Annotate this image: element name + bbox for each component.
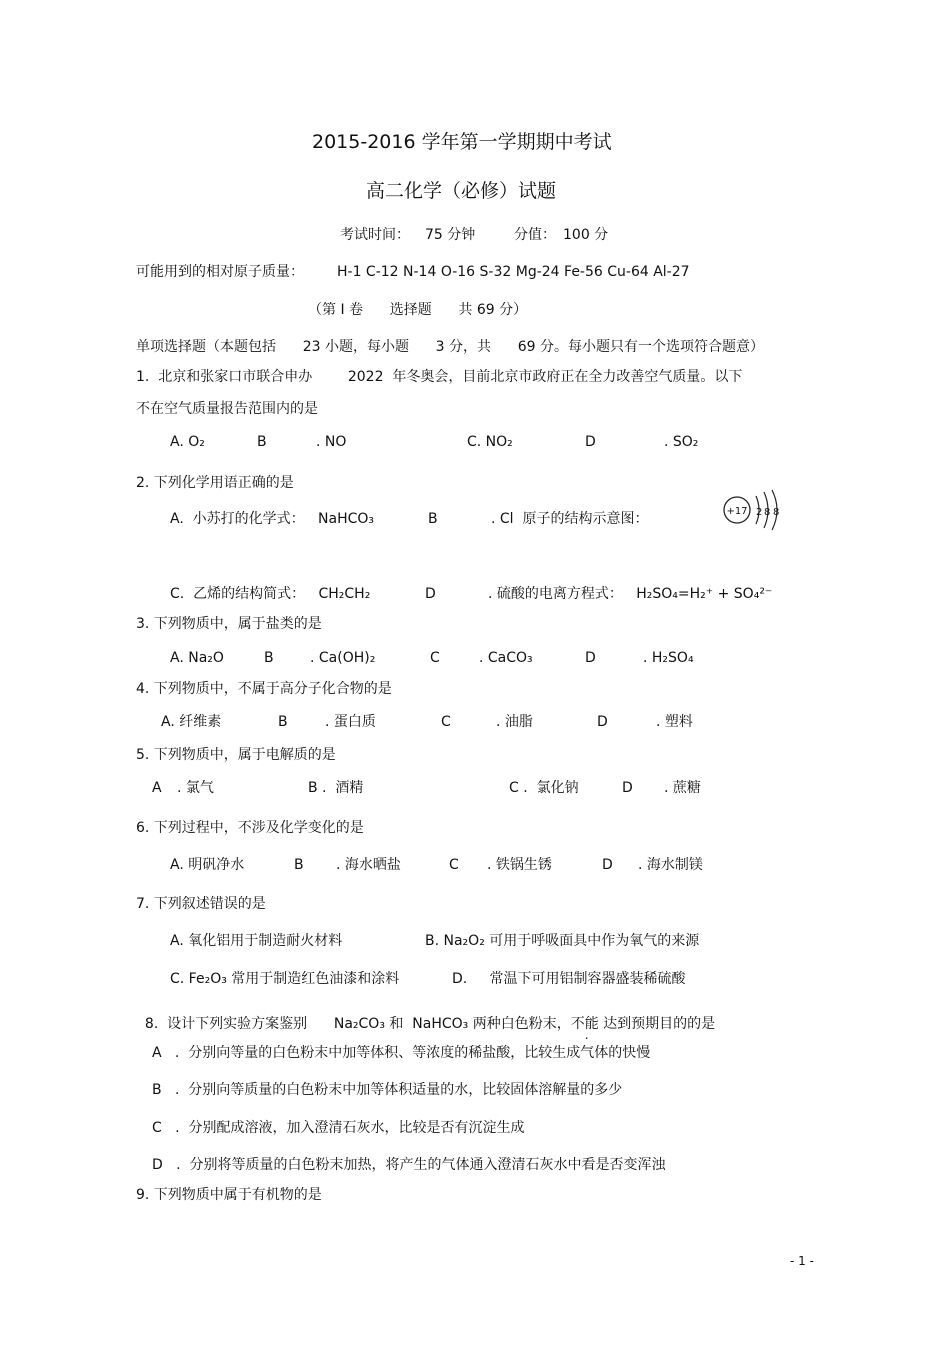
q3-option-c-letter: C [430, 650, 440, 666]
q7-option-b: B. Na₂O₂ 可用于呼吸面具中作为氧气的来源 [425, 933, 700, 949]
question-5-stem: 5. 下列物质中，属于电解质的是 [136, 747, 336, 763]
q2-option-d: . 硫酸的电离方程式： H₂SO₄=H₂⁺ + SO₄²⁻ [488, 586, 773, 602]
q2-option-c: C. 乙烯的结构简式： CH₂CH₂ [170, 586, 371, 602]
question-1-stem: 1. 北京和张家口市联合申办 2022 年冬奥会，目前北京市政府正在全力改善空气质量。以下 [136, 369, 743, 385]
q8-option-c: C . 分别配成溶液，加入澄清石灰水，比较是否有沉淀生成 [152, 1120, 525, 1136]
q2-option-b: . Cl 原子的结构示意图： [491, 511, 649, 527]
q5-option-b: B . 酒精 [308, 780, 364, 796]
q8-option-b: B . 分别向等质量的白色粉末中加等体积适量的水，比较固体溶解量的多少 [152, 1082, 623, 1098]
question-8-stem [136, 1003, 715, 1031]
q5-option-c: C . 氯化钠 [509, 780, 579, 796]
exam-subtitle: 高二化学（必修）试题 [366, 180, 557, 202]
q5-option-a-letter: A [152, 780, 162, 796]
q4-option-a: A. 纤维素 [161, 714, 222, 730]
q5-option-d-letter: D [622, 780, 633, 796]
page-number: - 1 - [790, 1254, 814, 1268]
q4-option-c-letter: C [441, 714, 451, 730]
q3-option-d-letter: D [585, 650, 596, 666]
q1-option-d: . SO₂ [664, 434, 699, 450]
atomic-mass-list: H-1 C-12 N-14 O-16 S-32 Mg-24 Fe-56 Cu-64 Al-27 [337, 264, 690, 280]
q1-option-b: . NO [316, 434, 347, 450]
q4-option-d: . 塑料 [656, 714, 693, 730]
q1-option-b-letter: B [257, 434, 267, 450]
q3-option-b-letter: B [264, 650, 274, 666]
q3-option-b: . Ca(OH)₂ [310, 650, 376, 666]
chlorine-atom-structure-diagram [720, 488, 784, 532]
question-7-stem: 7. 下列叙述错误的是 [136, 896, 266, 912]
score-label: 分值： [514, 227, 556, 243]
question-1-stem-cont: 不在空气质量报告范围内的是 [136, 401, 318, 417]
score-value: 100 分 [563, 227, 609, 243]
q3-option-c: . CaCO₃ [479, 650, 533, 666]
question-3-stem: 3. 下列物质中，属于盐类的是 [136, 616, 322, 632]
q5-option-a: . 氯气 [177, 780, 214, 796]
q4-option-b: . 蛋白质 [325, 714, 376, 730]
svg-text:8: 8 [773, 507, 780, 518]
question-4-stem: 4. 下列物质中，不属于高分子化合物的是 [136, 681, 392, 697]
svg-text:+17: +17 [726, 506, 748, 517]
q6-option-c-letter: C [449, 857, 459, 873]
atomic-mass-label: 可能用到的相对原子质量： [136, 264, 304, 280]
svg-text:8: 8 [764, 507, 771, 518]
exam-title: 2015-2016 学年第一学期期中考试 [312, 131, 612, 153]
q4-option-d-letter: D [597, 714, 608, 730]
q7-option-a: A. 氧化铝用于制造耐火材料 [170, 933, 343, 949]
q6-option-b-letter: B [294, 857, 304, 873]
q8-option-d: D . 分别将等质量的白色粉末加热，将产生的气体通入澄清石灰水中看是否变浑浊 [152, 1157, 666, 1173]
q7-option-c: C. Fe₂O₃ 常用于制造红色油漆和涂料 [170, 971, 400, 987]
q8-option-a: A . 分别向等量的白色粉末中加等体积、等浓度的稀盐酸，比较生成气体的快慢 [152, 1045, 651, 1061]
question-9-stem: 9. 下列物质中属于有机物的是 [136, 1187, 322, 1203]
q6-option-c: . 铁锅生锈 [487, 857, 552, 873]
exam-time-label: 考试时间： [340, 227, 410, 243]
section-title: （第 I 卷 选择题 共 69 分） [308, 302, 528, 318]
question-8-stem-part-2: 达到预期目的的是 [598, 1016, 716, 1032]
q6-option-b: . 海水晒盐 [336, 857, 401, 873]
exam-time-value: 75 分钟 [425, 227, 476, 243]
instructions: 单项选择题（本题包括 23 小题，每小题 3 分，共 69 分。每小题只有一个选项符合题意） [136, 339, 764, 355]
q6-option-d-letter: D [602, 857, 613, 873]
q1-option-a: A. O₂ [170, 434, 205, 450]
q6-option-a: A. 明矾净水 [170, 857, 245, 873]
question-2-stem: 2. 下列化学用语正确的是 [136, 475, 294, 491]
q2-option-a: A. 小苏打的化学式： NaHCO₃ [170, 511, 375, 527]
q6-option-d: . 海水制镁 [638, 857, 703, 873]
q3-option-a: A. Na₂O [170, 650, 224, 666]
q3-option-d: . H₂SO₄ [643, 650, 694, 666]
q1-option-d-letter: D [585, 434, 596, 450]
question-8-emphasis: 不能 [570, 1016, 599, 1032]
question-6-stem: 6. 下列过程中，不涉及化学变化的是 [136, 820, 364, 836]
q5-option-d: . 蔗糖 [664, 780, 701, 796]
q1-option-c: C. NO₂ [467, 434, 513, 450]
q7-option-d: D. 常温下可用铝制容器盛装稀硫酸 [452, 971, 686, 987]
q4-option-c: . 油脂 [496, 714, 533, 730]
q2-option-d-letter: D [425, 586, 436, 602]
q2-option-b-letter: B [428, 511, 438, 527]
svg-text:2: 2 [756, 507, 763, 518]
q4-option-b-letter: B [278, 714, 288, 730]
question-8-stem-part-1: 8. 设计下列实验方案鉴别 Na₂CO₃ 和 NaHCO₃ 两种白色粉末， [144, 1016, 571, 1032]
